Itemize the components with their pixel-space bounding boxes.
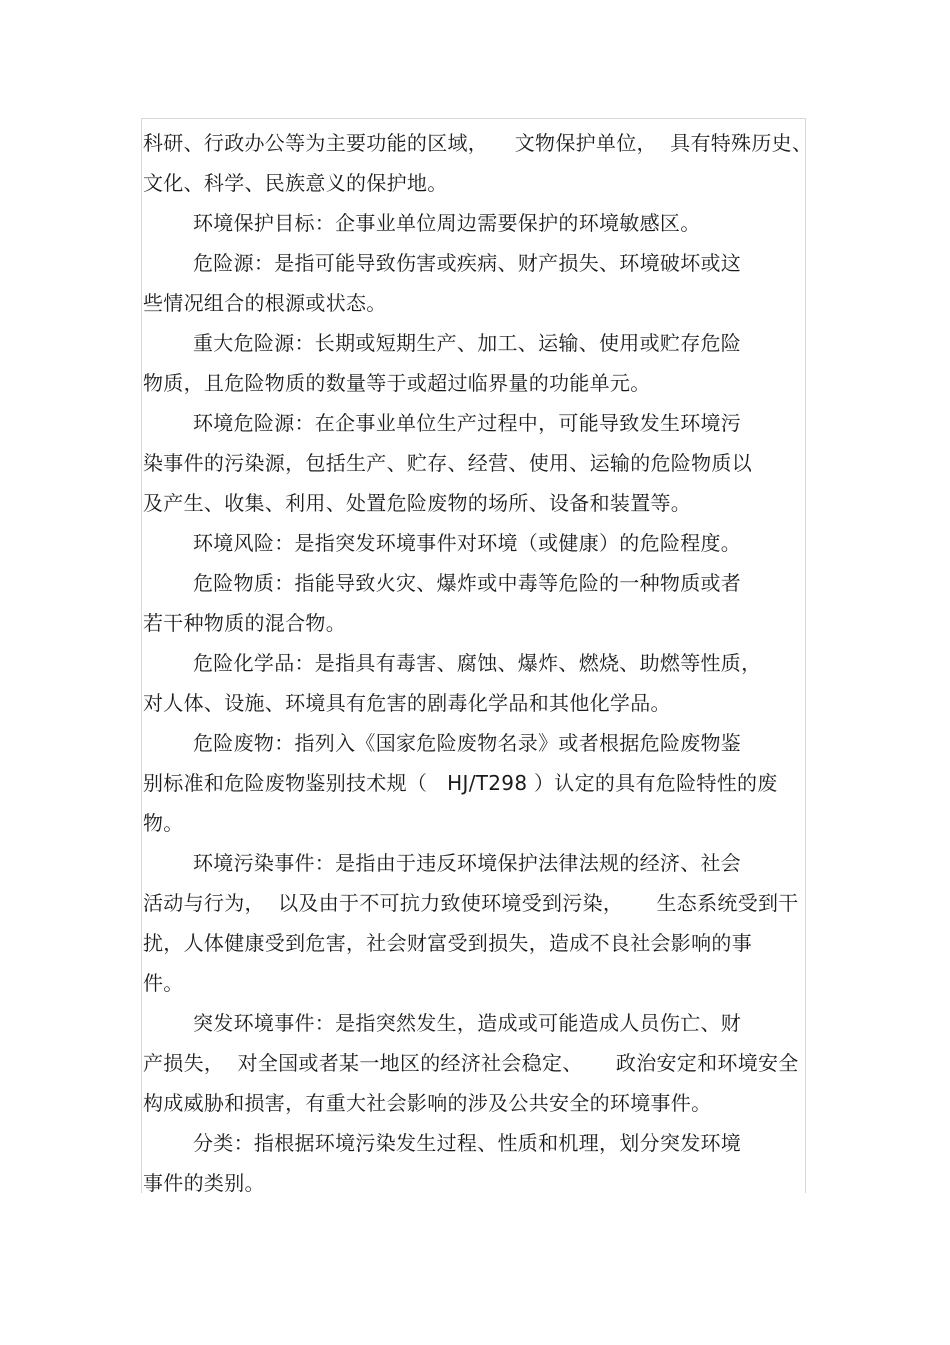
paragraph-classification	[143, 1123, 803, 1203]
text-line: 些情况组合的根源或状态。	[143, 291, 387, 315]
paragraph-hazard-source	[143, 243, 803, 323]
text-line: 环境风险：是指突发环境事件对环境（或健康）的危险程度。	[193, 531, 742, 555]
paragraph-sudden-env-incident	[143, 1003, 803, 1123]
text-line: 扰，人体健康受到危害，社会财富受到损失，造成不良社会影响的事	[143, 931, 752, 955]
text-line: 分类：指根据环境污染发生过程、性质和机理，划分突发环境	[193, 1131, 742, 1155]
paragraph-major-hazard-source	[143, 323, 803, 403]
text-line: 科研、行政办公等为主要功能的区域， 文物保护单位， 具有特殊历史、	[143, 131, 813, 155]
text-line: 文化、科学、民族意义的保护地。	[143, 171, 448, 195]
text-line: 若干种物质的混合物。	[143, 611, 346, 635]
text-line: 染事件的污染源，包括生产、贮存、经营、使用、运输的危险物质以	[143, 451, 752, 475]
text-line: 事件的类别。	[143, 1171, 265, 1195]
paragraph-env-hazard-source	[143, 403, 803, 523]
text-line: 活动与行为， 以及由于不可抗力致使环境受到污染， 生态系统受到干	[143, 891, 799, 915]
text-line: 危险化学品：是指具有毒害、腐蚀、爆炸、燃烧、助燃等性质，	[193, 651, 762, 675]
text-line: 危险物质：指能导致火灾、爆炸或中毒等危险的一种物质或者	[193, 571, 742, 595]
text-line: 及产生、收集、利用、处置危险废物的场所、设备和装置等。	[143, 491, 692, 515]
text-line: 物质，且危险物质的数量等于或超过临界量的功能单元。	[143, 371, 651, 395]
text-line: 构成威胁和损害，有重大社会影响的涉及公共安全的环境事件。	[143, 1091, 712, 1115]
paragraph-env-protection-target	[143, 203, 803, 243]
text-line: 件。	[143, 971, 184, 995]
paragraph-env-pollution-incident	[143, 843, 803, 1003]
text-line: 产损失， 对全国或者某一地区的经济社会稳定、 政治安定和环境安全	[143, 1051, 799, 1075]
text-line: 危险废物：指列入《国家危险废物名录》或者根据危险废物鉴	[193, 731, 742, 755]
document-body	[143, 123, 813, 1203]
text-line: 危险源：是指可能导致伤害或疾病、财产损失、环境破坏或这	[193, 251, 742, 275]
paragraph-hazardous-substance	[143, 563, 803, 643]
text-line: 环境污染事件：是指由于违反环境保护法律法规的经济、社会	[193, 851, 742, 875]
text-line: 环境保护目标：企事业单位周边需要保护的环境敏感区。	[193, 211, 701, 235]
paragraph-hazardous-chemicals	[143, 643, 803, 723]
paragraph-env-risk	[143, 523, 803, 563]
text-line: 环境危险源：在企事业单位生产过程中，可能导致发生环境污	[193, 411, 742, 435]
text-line: 别标准和危险废物鉴别技术规（ HJ/T298 ）认定的具有危险特性的废	[143, 771, 778, 795]
text-line: 突发环境事件：是指突然发生，造成或可能造成人员伤亡、财	[193, 1011, 742, 1035]
text-line: 物。	[143, 811, 184, 835]
text-line: 重大危险源：长期或短期生产、加工、运输、使用或贮存危险	[193, 331, 742, 355]
text-line: 对人体、设施、环境具有危害的剧毒化学品和其他化学品。	[143, 691, 671, 715]
paragraph-hazardous-waste	[143, 723, 803, 843]
paragraph-protection-area	[143, 123, 813, 203]
